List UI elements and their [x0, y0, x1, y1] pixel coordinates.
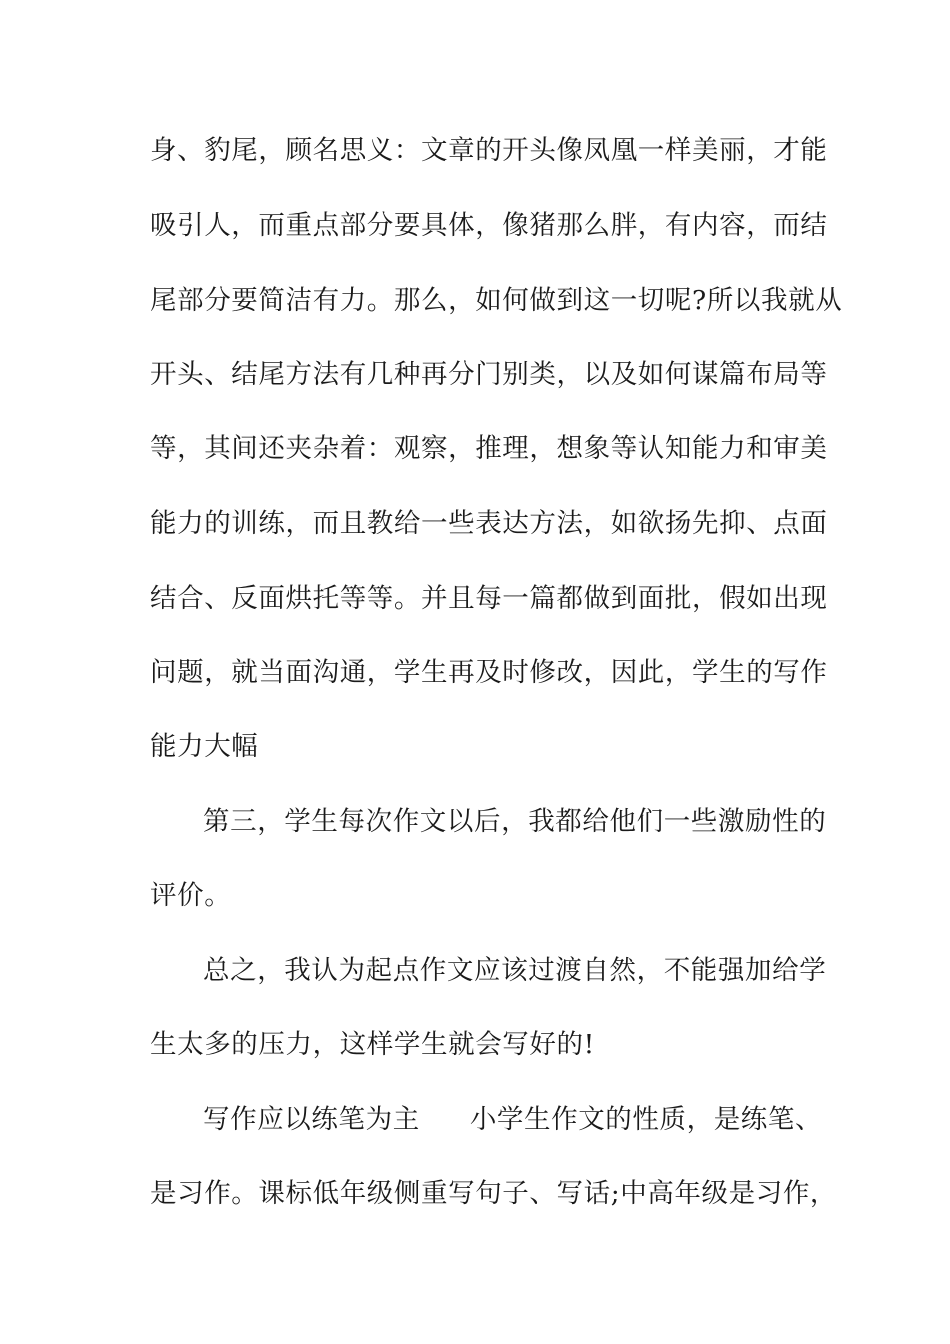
- paragraph-third-first-line: 第三，学生每次作文以后，我都给他们一些激励性的: [203, 806, 827, 837]
- text-line: 尾部分要简洁有力。那么，如何做到这一切呢?所以我就从: [150, 285, 843, 316]
- text-line: 能力大幅: [150, 731, 259, 762]
- text-line: 开头、结尾方法有几种再分门别类，以及如何谋篇布局等: [150, 359, 828, 390]
- section-heading: 写作应以练笔为主: [203, 1104, 420, 1135]
- paragraph-writing-text: 小学生作文的性质，是练笔、: [469, 1104, 823, 1135]
- paragraph-writing-first-line: [203, 1104, 822, 1136]
- paragraph-writing-second-line: 是习作。课标低年级侧重写句子、写话;中高年级是习作，: [150, 1178, 838, 1209]
- paragraph-conclusion-second-line: 生太多的压力，这样学生就会写好的!: [150, 1029, 595, 1060]
- text-line: 吸引人，而重点部分要具体，像猪那么胖，有内容，而结: [150, 210, 828, 241]
- paragraph-third-second-line: 评价。: [150, 880, 232, 911]
- text-line: 问题，就当面沟通，学生再及时修改，因此，学生的写作: [150, 657, 828, 688]
- text-line: 身、豹尾，顾名思义：文章的开头像凤凰一样美丽，才能: [150, 135, 828, 166]
- text-line: 能力的训练，而且教给一些表达方法，如欲扬先抑、点面: [150, 508, 828, 539]
- text-line: 等，其间还夹杂着：观察，推理，想象等认知能力和审美: [150, 433, 828, 464]
- paragraph-conclusion-first-line: 总之，我认为起点作文应该过渡自然，不能强加给学: [203, 955, 827, 986]
- text-line: 结合、反面烘托等等。并且每一篇都做到面批，假如出现: [150, 583, 828, 614]
